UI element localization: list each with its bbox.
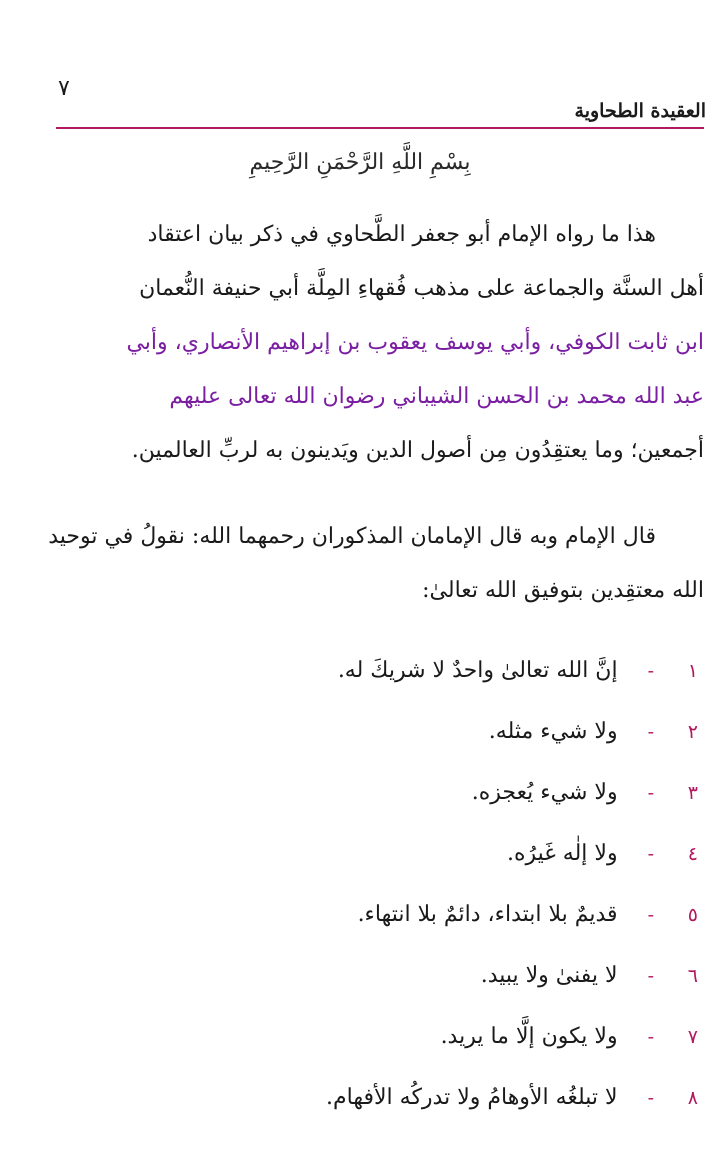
item-number: ٣: [687, 781, 698, 804]
intro-line-3: ابن ثابت الكوفي، وأبي يوسف يعقوب بن إبراهيم الأنصاري، وأبي: [126, 330, 704, 355]
item-number: ٦: [687, 964, 698, 987]
item-dash: -: [647, 964, 654, 987]
list-item: [44, 701, 704, 762]
item-number: ٢: [687, 720, 698, 743]
list-item: [44, 823, 704, 884]
item-text: ولا شيء مثله.: [488, 719, 618, 744]
item-dash: -: [647, 781, 654, 804]
list-item: [44, 640, 704, 701]
item-number: ٤: [687, 842, 698, 865]
statement-line-1: قال الإمام وبه قال الإمامان المذكوران رحمهما الله: نقولُ في توحيد: [48, 524, 656, 549]
item-text: إنَّ الله تعالىٰ واحدٌ لا شريكَ له.: [337, 658, 618, 683]
item-text: ولا يكون إلَّا ما يريد.: [440, 1024, 618, 1049]
item-text: لا تبلغُه الأوهامُ ولا تدركُه الأفهام.: [326, 1085, 618, 1110]
item-dash: -: [647, 720, 654, 743]
item-dash: -: [647, 659, 654, 682]
list-item: [44, 884, 704, 945]
item-number: ١: [687, 659, 698, 682]
intro-paragraph: [44, 208, 704, 478]
item-text: ولا إلٰه غَيرُه.: [507, 841, 618, 866]
item-dash: -: [647, 842, 654, 865]
item-text: لا يفنىٰ ولا يبيد.: [480, 963, 618, 988]
item-number: ٨: [687, 1086, 698, 1109]
intro-line-2: أهل السنَّة والجماعة على مذهب فُقهاءِ المِلَّة أبي حنيفة النُّعمان: [139, 276, 704, 301]
creed-list: [44, 640, 704, 1128]
item-text: ولا شيء يُعجزه.: [471, 780, 618, 805]
item-dash: -: [647, 903, 654, 926]
statement-paragraph: [44, 510, 704, 618]
intro-line-4: عبد الله محمد بن الحسن الشيباني رضوان الله تعالى عليهم: [169, 384, 704, 409]
list-item: [44, 945, 704, 1006]
running-title: العقيدة الطحاوية: [574, 100, 706, 122]
item-text: قديمٌ بلا ابتداء، دائمٌ بلا انتهاء.: [357, 902, 618, 927]
item-dash: -: [647, 1086, 654, 1109]
item-number: ٥: [687, 903, 698, 926]
list-item: [44, 1067, 704, 1128]
item-number: ٧: [687, 1025, 698, 1048]
header-rule: [56, 127, 704, 129]
statement-line-2: الله معتقِدين بتوفيق الله تعالىٰ:: [422, 578, 704, 603]
list-item: [44, 762, 704, 823]
item-dash: -: [647, 1025, 654, 1048]
basmala: بِسْمِ اللَّهِ الرَّحْمَنِ الرَّحِيمِ: [249, 150, 471, 175]
intro-line-5: أجمعين؛ وما يعتقِدُون مِن أصول الدين ويَدينون به لربِّ العالمين.: [131, 438, 704, 463]
intro-line-1: هذا ما رواه الإمام أبو جعفر الطَّحاوي في ذكر بيان اعتقاد: [147, 222, 656, 247]
list-item: [44, 1006, 704, 1067]
page-number: ٧: [58, 76, 70, 101]
